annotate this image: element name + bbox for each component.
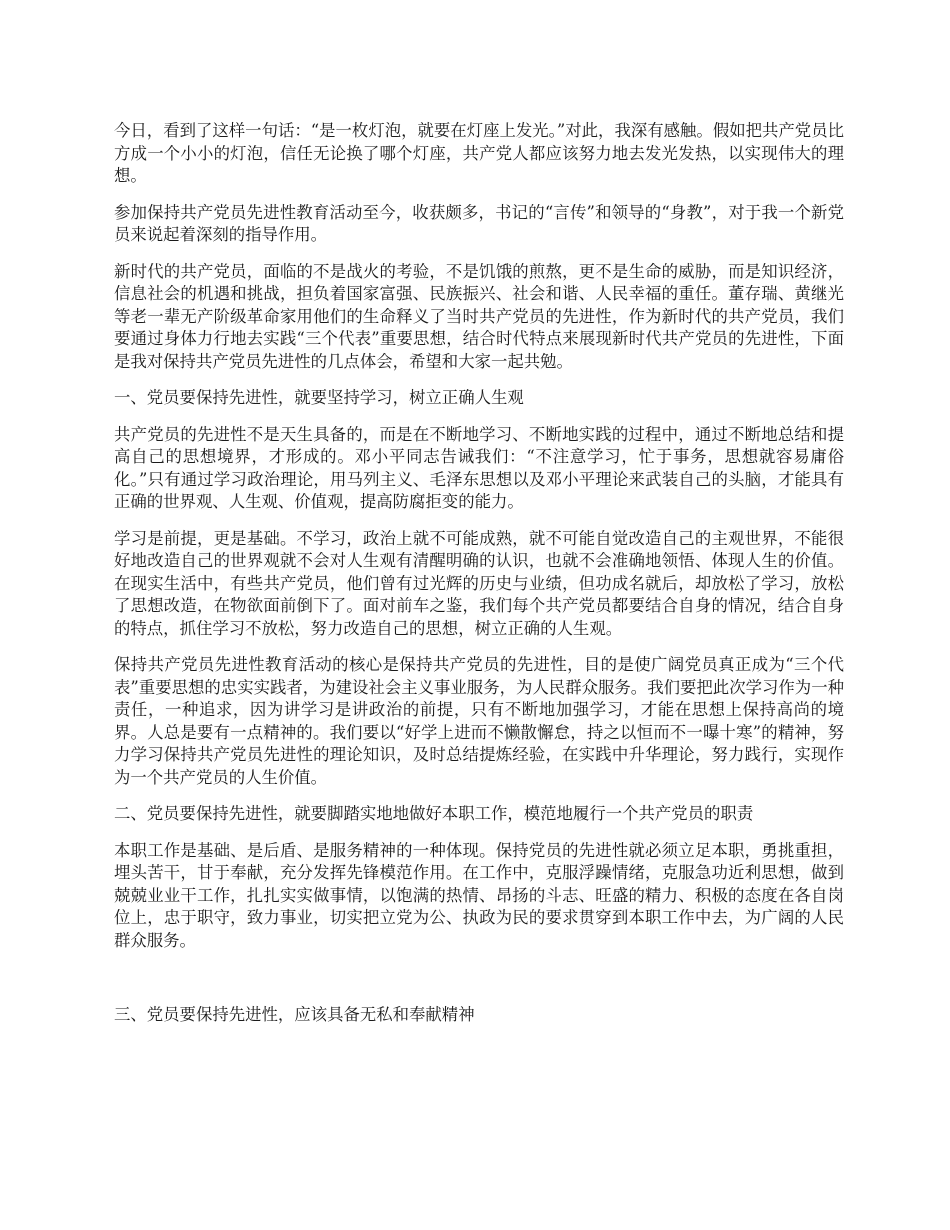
section-gap xyxy=(114,966,844,1004)
paragraph-2: 参加保持共产党员先进性教育活动至今，收获颇多，书记的“言传”和领导的“身教”，对于我一个新党员来说起着深刻的指导作用。 xyxy=(114,202,844,244)
paragraph-6: 保持共产党员先进性教育活动的核心是保持共产党员的先进性，目的是使广阔党员真正成为“三个代表”重要思想的忠实实践者，为建设社会主义事业服务，为人民群众服务。我们要把此次学习作为一种责任，一种追求，因为讲学习是讲政治的前提，只有不断地加强学习，才能在思想上保持高尚的境界。人总是要有一点精神的。我们要以“好学上进而不懒散懈怠，持之以恒而不一曝十寒”的精神，努力学习保持共产党员先进性的理论知识，及时总结提炼经验，在实践中升华理论，努力践行，实现作为一个共产党员的人生价值。 xyxy=(114,655,844,787)
paragraph-7: 本职工作是基础、是后盾、是服务精神的一种体现。保持党员的先进性就必须立足本职，勇挑重担，埋头苦干，甘于奉献，充分发挥先锋模范作用。在工作中，克服浮躁情绪，克服急功近利思想，做到兢兢业业干工作，扎扎实实做事情，以饱满的热情、昂扬的斗志、旺盛的精力、积极的态度在各自岗位上，忠于职守，致力事业，切实把立党为公、执政为民的要求贯穿到本职工作中去，为广阔的人民群众服务。 xyxy=(114,840,844,950)
document-page xyxy=(114,120,844,1041)
paragraph-5: 学习是前提，更是基础。不学习，政治上就不可能成熟，就不可能自觉改造自己的主观世界，不能很好地改造自己的世界观就不会对人生观有清醒明确的认识，也就不会准确地领悟、体现人生的价值。在现实生活中，有些共产党员，他们曾有过光辉的历史与业绩，但功成名就后，却放松了学习，放松了思想改造，在物欲面前倒下了。面对前车之鉴，我们每个共产党员都要结合自身的情况，结合自身的特点，抓住学习不放松，努力改造自己的思想，树立正确的人生观。 xyxy=(114,528,844,638)
paragraph-4: 共产党员的先进性不是天生具备的，而是在不断地学习、不断地实践的过程中，通过不断地总结和提高自己的思想境界，才形成的。邓小平同志告诫我们：“不注意学习，忙于事务，思想就容易庸俗化。”只有通过学习政治理论，用马列主义、毛泽东思想以及邓小平理论来武装自己的头脑，才能具有正确的世界观、人生观、价值观，提高防腐拒变的能力。 xyxy=(114,424,844,511)
paragraph-3: 新时代的共产党员，面临的不是战火的考验，不是饥饿的煎熬，更不是生命的威胁，而是知识经济，信息社会的机遇和挑战，担负着国家富强、民族振兴、社会和谐、人民幸福的重任。董存瑞、黄继光等老一辈无产阶级革命家用他们的生命释义了当时共产党员的先进性，作为新时代的共产党员，我们要通过身体力行地去实践“三个代表”重要思想，结合时代特点来展现新时代共产党员的先进性，下面是我对保持共产党员先进性的几点体会，希望和大家一起共勉。 xyxy=(114,261,844,371)
paragraph-1: 今日，看到了这样一句话：“是一枚灯泡，就要在灯座上发光。”对此，我深有感触。假如把共产党员比方成一个小小的灯泡，信任无论换了哪个灯座，共产党人都应该努力地去发光发热，以实现伟大的理想。 xyxy=(114,121,844,185)
section-heading-1: 一、党员要保持先进性，就要坚持学习，树立正确人生观 xyxy=(114,388,524,407)
section-heading-3: 三、党员要保持先进性，应该具备无私和奉献精神 xyxy=(114,1005,475,1024)
section-heading-2: 二、党员要保持先进性，就要脚踏实地地做好本职工作，模范地履行一个共产党员的职责 xyxy=(114,804,754,823)
